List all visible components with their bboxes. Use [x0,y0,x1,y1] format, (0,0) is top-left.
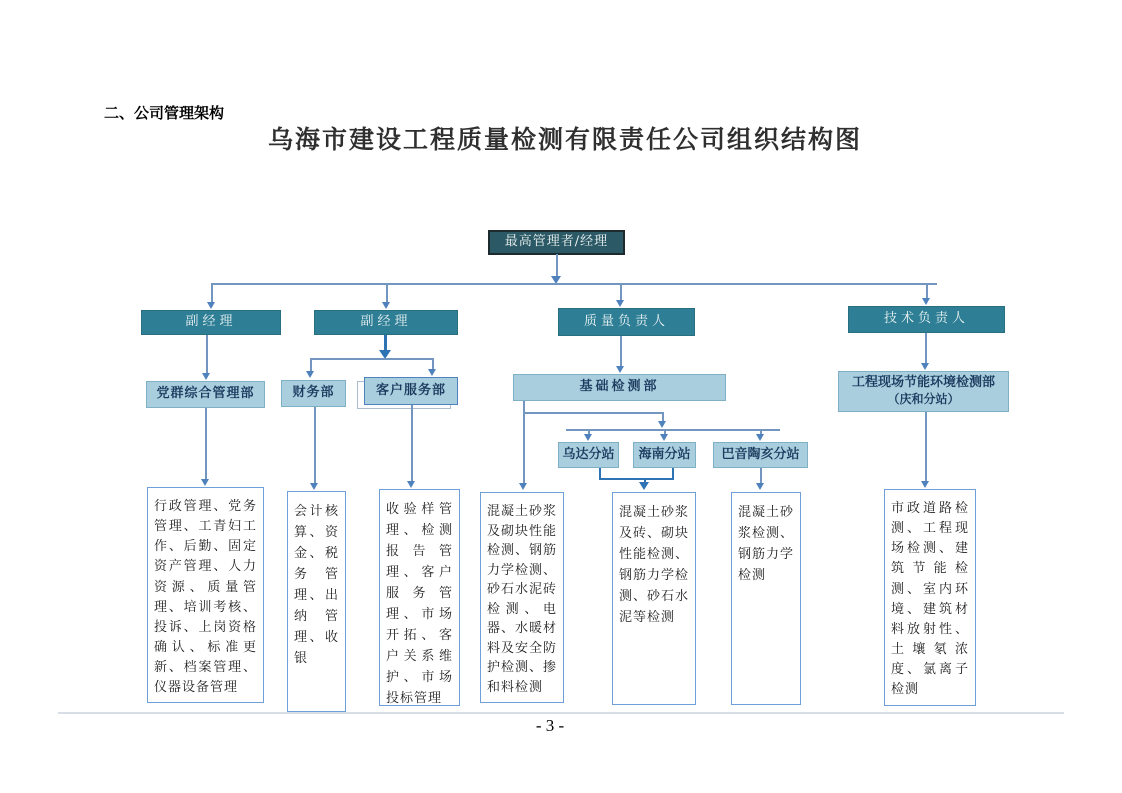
connector-line [432,358,434,369]
connector-line [211,283,937,285]
connector-arrow [616,300,624,307]
connector-arrow [921,481,929,488]
page-number: - 3 - [535,716,565,735]
org-node-label: 乌达分站 [562,446,615,462]
connector-arrow [922,298,930,305]
duty-box-finance: 会计核算、资金、税务管理、出纳管理、收银 [287,491,346,712]
org-node-finance-dept [281,380,346,407]
connector-arrow [584,434,592,441]
duty-box-customer-service: 收验样管理、检测报告管理、客户服务管理、市场开拓、客户关系维护、市场投标管理 [379,489,460,706]
connector-line [566,429,780,431]
connector-arrow [407,481,415,488]
org-node-party-admin-dept [146,381,265,408]
org-node-label: 财务部 [292,385,335,401]
connector-arrow [306,371,314,378]
org-node-hainan-station [633,442,696,468]
connector-line [556,254,558,277]
connector-line [620,283,622,300]
connector-arrow [658,421,666,428]
connector-line [310,358,433,360]
connector-line [314,407,316,484]
connector-arrow [428,369,436,376]
duty-box-wuda-hainan: 混凝土砂浆及砖、砌块性能检测、钢筋力学检测、砂石水泥等检测 [612,492,696,705]
duty-box-bayintaohai: 混凝土砂浆检测、钢筋力学检测 [731,492,801,705]
connector-line [926,283,928,298]
org-node-quality-director [558,308,695,336]
org-node-customer-service-dept [364,377,458,405]
org-node-label: 工程现场节能环境检测部 [851,375,995,391]
connector-arrow [201,479,209,486]
org-node-label: 最高管理者/经理 [504,234,609,250]
connector-line [925,333,927,364]
connector-line [211,283,213,302]
duty-box-site-energy-env: 市政道路检测、工程现场检测、建筑节能检测、室内环境、建筑材料放射性、土壤氡浓度、氯离子检测 [884,489,976,706]
connector-arrow [616,366,624,373]
connector-line [205,408,207,480]
connector-line [384,335,387,351]
duty-box-party-admin: 行政管理、党务管理、工青妇工作、后勤、固定资产管理、人力资源、质量管理、培训考核、投诉、上岗资格确认、标准更新、档案管理、仪器设备管理 [147,487,264,703]
connector-arrow [639,482,649,490]
connector-line [620,336,622,367]
connector-arrow [756,434,764,441]
org-node-label: 副经理 [360,314,412,330]
connector-arrow [202,373,210,380]
connector-line [310,358,312,371]
org-node-label: 技术负责人 [883,311,969,327]
org-node-label: 巴音陶亥分站 [721,446,800,462]
org-node-foundation-testing-dept [513,374,726,401]
org-node-label: 海南分站 [638,446,691,462]
connector-line [760,468,762,484]
section-heading: 二、公司管理架构 [104,105,225,122]
org-node-label: 党群综合管理部 [156,386,255,402]
connector-line [386,283,388,302]
duty-box-foundation-testing: 混凝土砂浆及砌块性能检测、钢筋力学检测、砂石水泥砖检测、电器、水暖材料及安全防护检测、掺和料检测 [480,492,564,703]
connector-line [599,478,674,480]
org-node-top-manager [488,230,625,255]
org-node-label: 客户服务部 [375,382,446,398]
connector-line [206,335,208,374]
connector-arrow [310,483,318,490]
org-node-technical-director [848,306,1005,333]
connector-line [523,412,662,414]
org-node-label: 副经理 [185,314,237,330]
connector-line [411,405,413,482]
connector-line [925,412,927,482]
diagram-title: 乌海市建设工程质量检测有限责任公司组织结构图 [267,127,862,154]
connector-arrow [921,363,929,370]
connector-arrow [660,434,668,441]
org-node-sublabel: （庆和分站） [887,392,960,407]
org-node-site-energy-env-dept [838,371,1009,412]
footer-divider [58,712,1064,714]
org-node-bayintaohai-station [713,442,808,468]
org-node-wuda-station [558,442,619,468]
connector-arrow [207,302,215,309]
connector-arrow [519,483,527,490]
connector-arrow [382,302,390,309]
org-node-label: 质量负责人 [583,313,669,329]
org-node-vice-manager-2 [314,310,458,335]
connector-arrow [756,483,764,490]
org-node-label: 基础检测部 [579,379,660,395]
org-node-vice-manager-1 [141,310,281,335]
